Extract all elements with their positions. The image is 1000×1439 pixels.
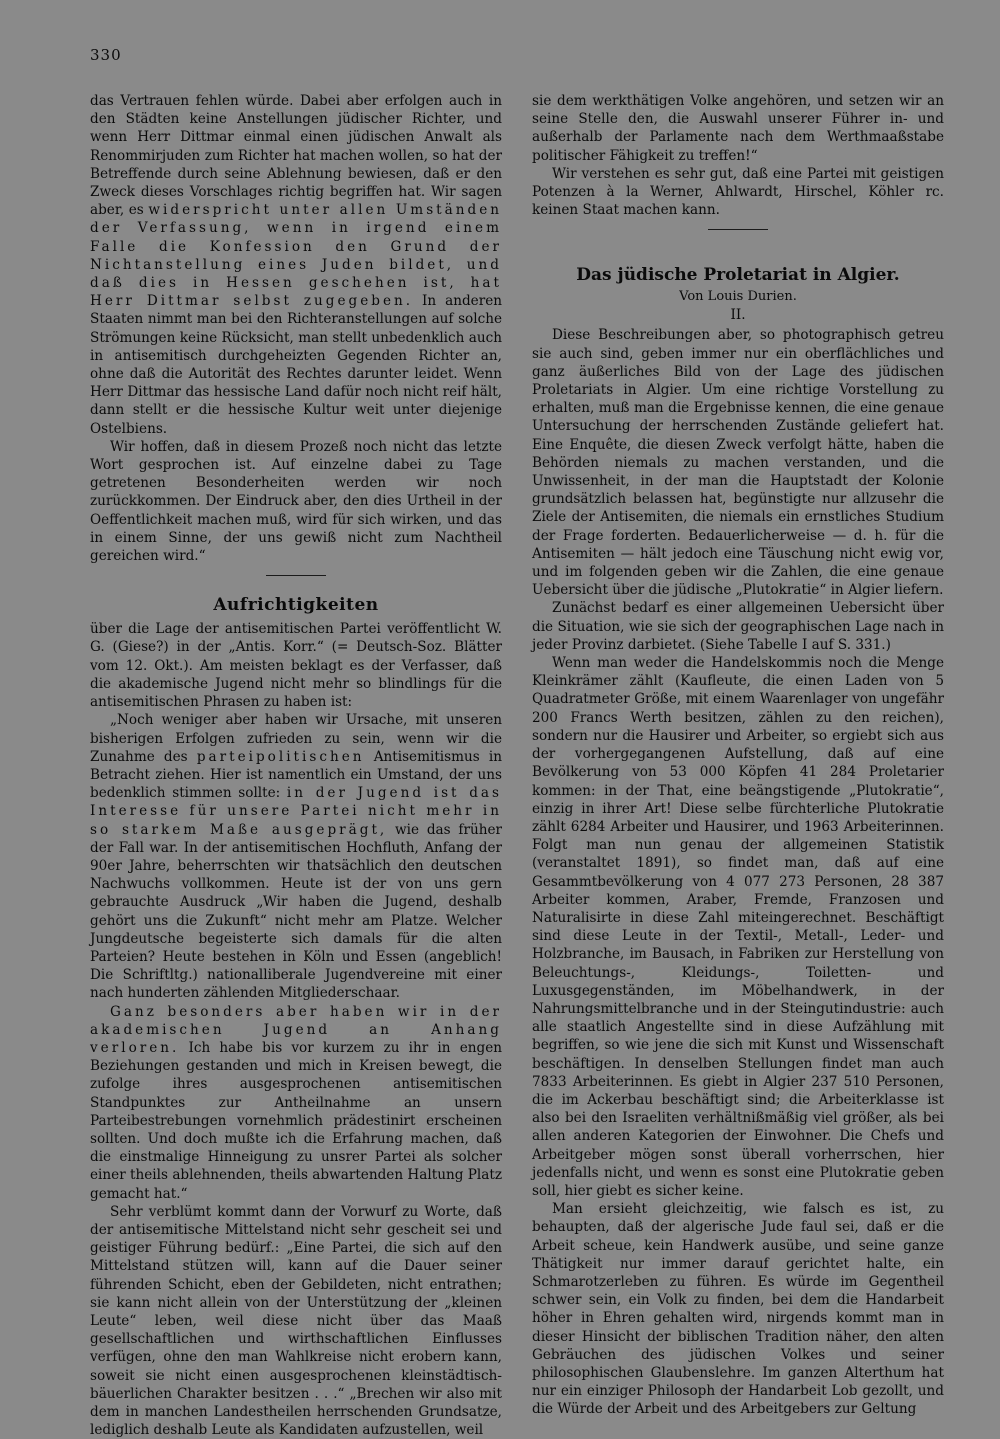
spaced-emphasis: parteipolitischen <box>196 748 365 765</box>
paragraph: sie dem werkthätigen Volke angehören, und setzen wir an seine Stelle den, die Auswahl unserer Führer in- und außerhalb der Parlamente nach dem Werthmaaßstabe politischer Fähigkeit zu treffen!“ <box>532 93 944 164</box>
text-run: Antisemitismus in Betracht ziehen. Hier ist namentlich ein Umstand, der uns bedenklich stimmen sollte: <box>90 748 502 802</box>
section-title: Aufrichtigkeiten <box>213 595 379 616</box>
spaced-emphasis: Ganz besonders aber haben wir in der akademischen Jugend an Anhang verloren. <box>90 1003 502 1056</box>
paragraph: Wir hoffen, daß in diesem Prozeß noch nicht das letzte Wort gesprochen ist. Auf einzelne dabei zu Tage getretenen Besonderheiten werden wir noch zurückkommen. Der Eindruck aber, den dies Urtheil in der Oeffentlichkeit machen muß, wird für sich wirken, und das in einem Sinne, der uns gewiß nicht zum Nachtheil gereichen wird.“ <box>90 438 502 565</box>
paragraph: Wir verstehen es sehr gut, daß eine Partei mit geistigen Potenzen à la Werner, Ahlwardt, Hirschel, Köhler rc. keinen Staat machen kann. <box>532 165 944 219</box>
text-run: wie das früher der Fall war. In der antisemitischen Hochfluth, Anfang der 90er Jahre, beherrschten wir thatsächlich den deutschen Nachwuchs vollkommen. Heute ist der von uns gern gebrauchte Ausdruck „Wir haben die Jugend, deshalb gehört uns die Zukunft“ nicht mehr am Platze. Welcher Jungdeutsche begeisterte sich damals für die alten Parteien? Heute bestehen in Köln und Essen (angeblich! Die Schriftltg.) nationalliberale Jugendvereine mit einer nach hunderten zählenden Mitgliederschaar. <box>90 821 503 1002</box>
page-number: 330 <box>90 46 122 64</box>
quote-paragraph <box>90 1003 502 1203</box>
text-run: „Noch weniger aber haben wir Ursache, mit unseren bisherigen Erfolgen zufrieden zu sein, wenn wir die Zunahme des <box>90 712 502 765</box>
paragraph: Zunächst bedarf es einer allgemeinen Uebersicht über die Situation, wie sie sich der geographischen Lage nach in jeder Provinz darbietet. (Siehe Tabelle I auf S. 331.) <box>532 600 944 653</box>
byline: Von Louis Durien. <box>679 289 797 305</box>
text-run: Ich habe bis vor kurzem zu ihr in engen Beziehungen gestanden und mich in Kreisen bewegt, die zufolge ihres ausgesprochenen antisemitischen Standpunktes zur Antheilnahme an unsern Parteibestrebungen vornehmlich prädestinirt erscheinen sollten. Und doch mußte ich die Erfahrung machen, daß die einstmalige Hinneigung zu unsrer Partei als solcher einer theils ablehnenden, theils abwartenden Haltung Platz gemacht hat.“ <box>90 1039 502 1202</box>
paragraph: über die Lage der antisemitischen Partei veröffentlicht W. G. (Giese?) in der „Antis. Korr.“ (= Deutsch-Soz. Blätter vom 12. Okt.). Am meisten beklagt es der Verfasser, daß die akademische Jugend nicht mehr so blindlings für die antisemitischen Phrasen zu haben ist: <box>90 621 502 711</box>
paragraph <box>90 92 502 438</box>
spaced-emphasis: in der Jugend ist das Interesse für unsere Partei nicht mehr in so starkem Maße ausgeprägt, <box>90 785 502 838</box>
text-run: In anderen Staaten nimmt man bei den Richteranstellungen auf solche Strömungen keine Rücksicht, man stellt unbedenklich auch in antisemitisch durchgeheizten Gegenden Richter an, ohne daß die Autorität des Rechtes darunter leidet. Wenn Herr Dittmar das hessische Land dafür noch nicht reif hält, dann stellt er die hessische Kultur weit unter diejenige Ostelbiens. <box>90 293 502 437</box>
paragraph: Man ersieht gleichzeitig, wie falsch es ist, zu behaupten, daß der algerische Jude faul sei, daß er die Arbeit scheue, kein Handwerk ausübe, und seine ganze Thätigkeit nur immer darauf gerichtet halte, ein Schmarotzerleben zu führen. Es würde im Gegentheil schwer sein, ein Volk zu finden, bei dem die Handarbeit höher in Ehren gehalten wird, nirgends kommt man in dieser Hinsicht der biblischen Tradition näher, den alten Gebräuchen des jüdischen Volkes und seiner philosophischen Glaubenslehre. Im ganzen Alterthum hat nur ein einziger Philosoph der Handarbeit Lob gezollt, und die Würde der Arbeit und des Arbeitgebers zur Geltung <box>532 1201 944 1418</box>
section-divider <box>266 575 326 576</box>
quote-paragraph <box>90 711 502 1002</box>
section-divider <box>708 229 768 230</box>
right-column <box>532 92 944 1419</box>
text-run: das Vertrauen fehlen würde. Dabei aber erfolgen auch in den Städten keine Anstellungen jüdischer Richter, und wenn Herr Dittmar einmal einen jüdischen Anwalt als Renommirjuden zum Richter hat machen wollen, so hat der Betreffende durch seine Ablehnung bewiesen, daß er den Zweck dieses Vorschlages richtig begriffen hat. Wir sagen aber, es <box>90 93 502 219</box>
part-number: II. <box>730 307 746 324</box>
left-column <box>90 92 502 1439</box>
paragraph: Wenn man weder die Handelskommis noch die Menge Kleinkrämer zählt (Kaufleute, die einen Laden von 5 Quadratmeter Größe, mit einem Waarenlager von ungefähr 200 Francs Werth besitzen, zählen zu den reichen), sondern nur die Hausirer und Arbeiter, so ergiebt sich aus der vorhergegangenen Aufstellung, daß auf eine Bevölkerung von 53 000 Köpfen 41 284 Proletarier kommen: in der That, eine beängstigende „Plutokratie“, einzig in ihrer Art! Diese selbe fürchterliche Plutokratie zählt 6284 Arbeiter und Hausirer, und 1963 Arbeiterinnen. Folgt man nun genau der allgemeinen Statistik (veranstaltet 1891), so findet man, daß auf eine Gesammtbevölkerung von 4 077 273 Personen, 28 387 Arbeiter kommen, Araber, Fremde, Franzosen und Naturalisirte in diese Zahl miteingerechnet. Beschäftigt sind diese Leute in der Textil-, Metall-, Leder- und Holzbranche, im Bausach, in Fabriken zur Herstellung von Beleuchtungs-, Kleidungs-, Toiletten- und Luxusgegenständen, im Möbelhandwerk, in der Nahrungsmittelbranche und in der Steingutindustrie: auch alle staatlich Angestellte sind in diese Aufzählung mit begriffen, so wie jene die sich mit Kunst und Wissenschaft beschäftigen. In denselben Stellungen findet man auch 7833 Arbeiterinnen. Es giebt in Algier 237 510 Personen, die im Ackerbau beschäftigt sind; die Arbeiterklasse ist also bei den Israeliten verhältnißmäßig viel größer, als bei allen anderen Kategorien der Einwohner. Die Chefs und Arbeitgeber mögen sonst überall vorherrschen, hier jedenfalls nicht, und wenn es sonst eine Plutokratie geben soll, hier giebt es sicher keine. <box>532 655 944 1199</box>
article-title: Das jüdische Proletariat in Algier. <box>576 265 900 286</box>
paragraph: Sehr verblümt kommt dann der Vorwurf zu Worte, daß der antisemitische Mittelstand nicht sehr gescheit sei und geistiger Führung bedürf.: „Eine Partei, die sich auf den Mittelstand stützen will, kann auf die Dauer seiner führenden Schicht, eben der Gebildeten, nicht entrathen; sie kann nicht allein von der Unterstützung der „kleinen Leute“ leben, weil diese nicht über das Maaß gesellschaftlichen und wirthschaftlichen Einflusses verfügen, ohne den man Wahlkreise nicht erobern kann, soweit sie nicht einen ausgesprochenen kleinstädtisch-bäuerlichen Charakter besitzen . . .“ „Brechen wir also mit dem in manchen Landestheilen herrschenden Grundsatze, lediglich deshalb Leute als Kandidaten aufzustellen, weil <box>90 1203 502 1439</box>
spaced-emphasis: widerspricht unter allen Umständen der Verfassung, wenn in irgend einem Falle die Konfession den Grund der Nichtanstellung eines Juden bildet, und daß dies in Hessen geschehen ist, hat Herr Dittmar selbst zugegeben. <box>90 202 502 310</box>
paragraph: Diese Beschreibungen aber, so photographisch getreu sie auch sind, geben immer nur ein oberflächliches und ganz äußerliches Bild von der Lage des jüdischen Proletariats in Algier. Um eine richtige Vorstellung zu erhalten, muß man die Ergebnisse kennen, die eine genaue Untersuchung der herrschenden Zustände geliefert hat. Eine Enquête, die diesen Zweck verfolgt hätte, haben die Behörden niemals zu machen verstanden, und die Unwissenheit, in der man die Hauptstadt der Kolonie grundsätzlich belassen hat, begünstigte nur allzusehr die Ziele der Antisemiten, die niemals ein ernstliches Studium der Frage forderten. Bedauerlicherweise — d. h. für die Antisemiten — hält jedoch eine Täuschung nicht ewig vor, und im folgenden geben wir die Zahlen, die eine genaue Uebersicht über die jüdische „Plutokratie“ in Algier liefern. <box>532 327 944 599</box>
